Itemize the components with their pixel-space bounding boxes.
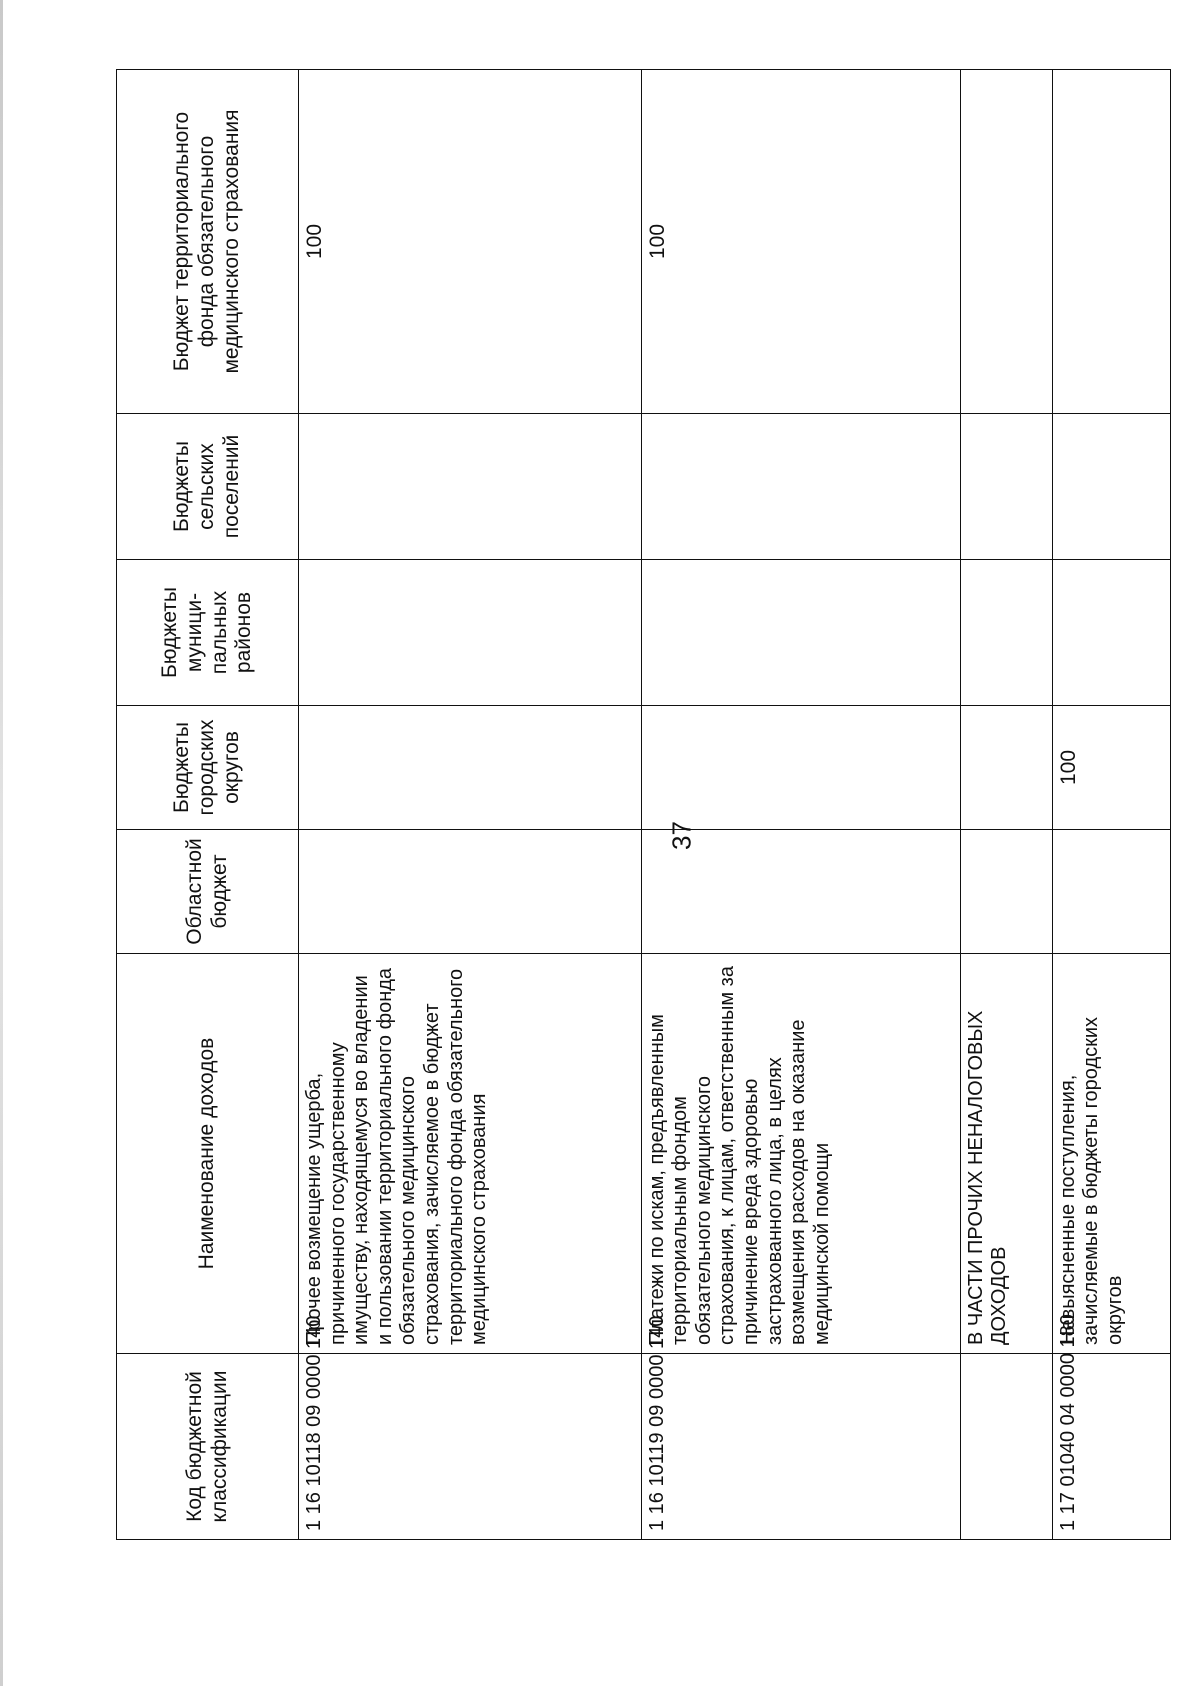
row-regional <box>960 830 1052 954</box>
revenue-distribution-table <box>116 69 1171 1540</box>
row-tfoms <box>960 70 1052 414</box>
row-name: Прочее возмещение ущерба, причиненного государственному имуществу, находящемуся во владении и пользовании территориального фонда обязательного медицинского страхования, зачисляемое в бюджет территориального фонда обязательного медицинского страхования <box>299 954 642 1354</box>
row-municipal-districts <box>960 560 1052 706</box>
table-row <box>299 70 642 1540</box>
page-number: 37 <box>666 821 697 850</box>
table-row-section <box>960 70 1052 1540</box>
header-tfoms: Бюджет территориального фонда обязательного медицинского страхования <box>117 70 299 414</box>
row-code: 1 17 01040 04 0000 180 <box>1052 1354 1170 1540</box>
row-rural-settlements <box>299 414 642 560</box>
row-city-districts <box>641 706 960 830</box>
table-header-row <box>117 70 299 1540</box>
header-rural-settlements: Бюджеты сельских поселений <box>117 414 299 560</box>
row-code <box>960 1354 1052 1540</box>
header-name: Наименование доходов <box>117 954 299 1354</box>
row-code: 1 16 10119 09 0000 140 <box>641 1354 960 1540</box>
row-name: Платежи по искам, предъявленным территориальным фондом обязательного медицинского страхования, к лицам, ответственным за причинение вреда здоровью застрахованного лица, в целях возмещения расходов на оказание медицинской помощи <box>641 954 960 1354</box>
header-municipal-districts: Бюджеты муници-пальных районов <box>117 560 299 706</box>
section-title: В ЧАСТИ ПРОЧИХ НЕНАЛОГОВЫХ ДОХОДОВ <box>960 954 1052 1354</box>
row-rural-settlements <box>641 414 960 560</box>
row-municipal-districts <box>1052 560 1170 706</box>
row-regional <box>299 830 642 954</box>
rotated-table-frame <box>116 70 1171 1540</box>
header-regional: Областной бюджет <box>117 830 299 954</box>
row-regional <box>1052 830 1170 954</box>
row-municipal-districts <box>299 560 642 706</box>
row-name: Невыясненные поступления, зачисляемые в бюджеты городских округов <box>1052 954 1170 1354</box>
row-tfoms: 100 <box>299 70 642 414</box>
row-city-districts <box>960 706 1052 830</box>
row-regional <box>641 830 960 954</box>
table-row <box>1052 70 1170 1540</box>
row-rural-settlements <box>1052 414 1170 560</box>
row-tfoms: 100 <box>641 70 960 414</box>
row-city-districts: 100 <box>1052 706 1170 830</box>
scan-edge <box>0 0 3 1686</box>
row-tfoms <box>1052 70 1170 414</box>
table-row <box>641 70 960 1540</box>
row-code: 1 16 10118 09 0000 140 <box>299 1354 642 1540</box>
row-city-districts <box>299 706 642 830</box>
header-city-districts: Бюджеты городских округов <box>117 706 299 830</box>
header-code: Код бюджетной классификации <box>117 1354 299 1540</box>
table-container <box>116 70 1171 1540</box>
row-municipal-districts <box>641 560 960 706</box>
row-rural-settlements <box>960 414 1052 560</box>
